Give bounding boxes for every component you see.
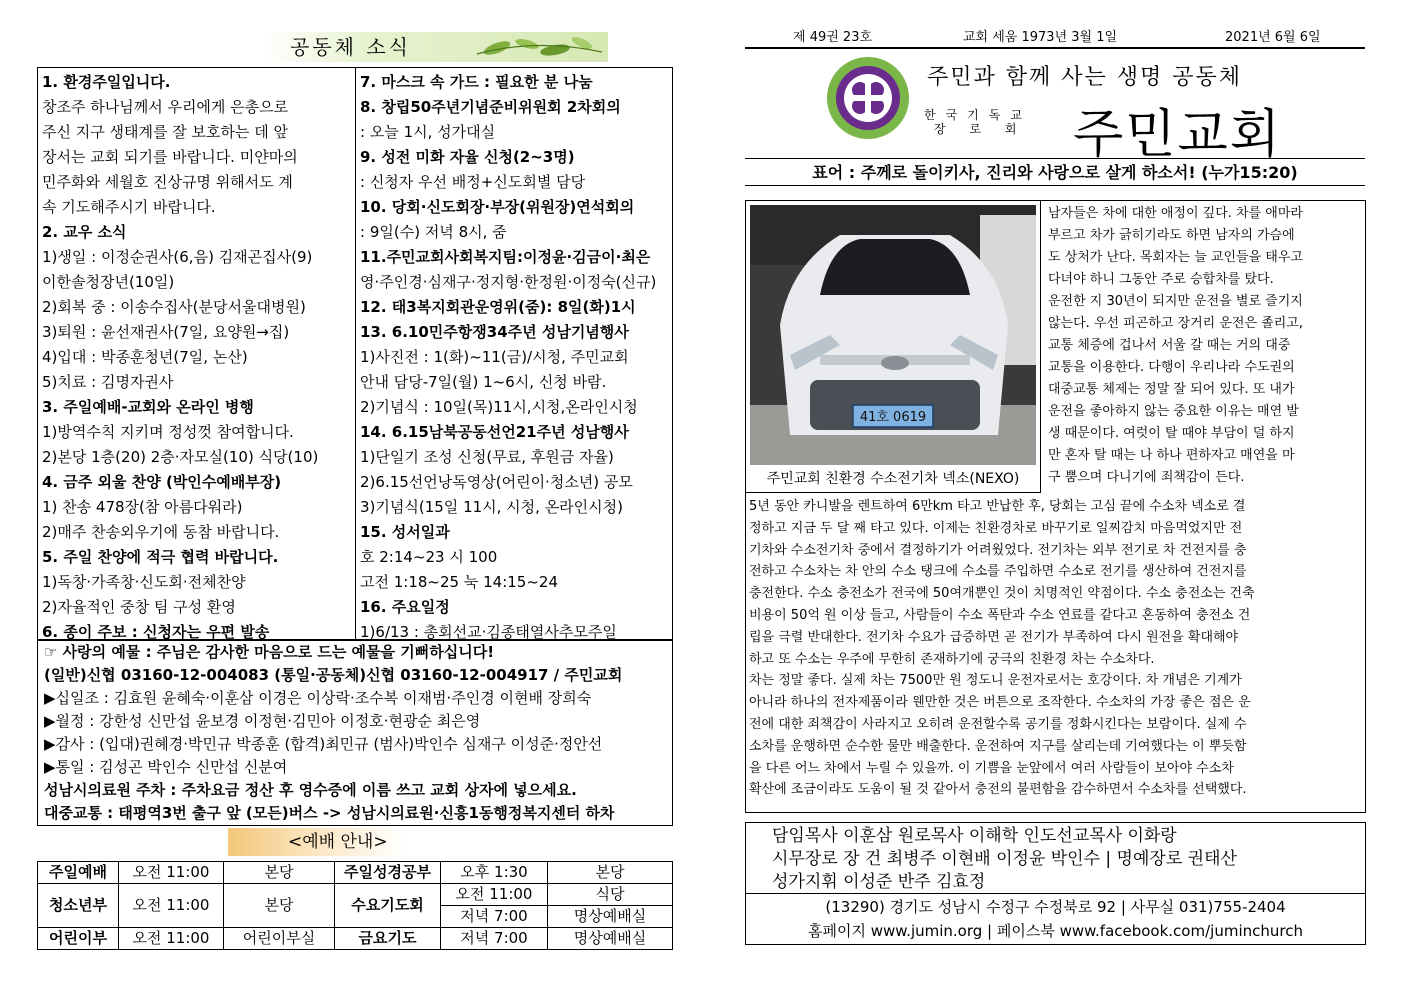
text-line: 운전을 좋아하지 않는 중요한 이유는 매연 발 <box>1048 404 1299 419</box>
text-line: 7. 마스크 속 가드 : 필요한 분 나눔 <box>360 73 593 91</box>
table-cell: 오전 11:00 <box>119 928 224 950</box>
table-cell: 오전 11:00 <box>119 884 224 928</box>
license-plate: 41호 0619 <box>859 410 927 425</box>
text-line: 10. 당회·신도회장·부장(위원장)연석회의 <box>360 198 635 216</box>
text-line: 1)6/13 : 총회선교·김종태열사추모주일 <box>360 623 617 641</box>
text-line: 담임목사 이훈삼 원로목사 이해학 인도선교목사 이화랑 <box>772 826 1177 846</box>
text-line: 2)자율적인 중창 팀 구성 환영 <box>42 598 236 616</box>
text-line: 기차와 수소전기차 중에서 결정하기가 어려웠었다. 전기차는 외부 전기로 차 건전지를 충 <box>749 542 1247 558</box>
table-cell: 본당 <box>224 884 335 928</box>
leaf-decoration-icon <box>467 34 607 60</box>
text-line: ▶통일 : 김성곤 박인수 신만섭 신분여 <box>44 758 288 776</box>
text-line: 비용이 50억 원 이상 들고, 사람들이 수소 폭탄과 수소 연료를 같다고 혼동하여 충전소 건 <box>749 607 1251 623</box>
article-side-text <box>1048 203 1362 489</box>
text-line: 을 다른 어느 차에서 누릴 수 있을까. 이 기쁨을 눈앞에서 여러 사람들이 보아야 수소차 <box>749 760 1234 776</box>
table-cell: 금요기도 <box>335 928 441 950</box>
text-line: 11.주민교회사회복지팀:이정윤·김금이·최은 <box>360 248 651 266</box>
table-cell: 수요기도회 <box>335 884 441 928</box>
text-line: 15. 성서일과 <box>360 523 450 541</box>
denomination <box>924 108 1032 136</box>
text-line: 다녀야 하니 그동안 주로 승합차를 탔다. <box>1048 272 1274 287</box>
offering-box <box>37 640 673 826</box>
text-line: 1)방역수칙 지키며 정성껏 참여합니다. <box>42 423 294 441</box>
text-line: 아니라 하나의 전자제품이라 웬만한 것은 버튼으로 조작한다. 수소차의 가장 좋은 점은 운 <box>749 695 1251 711</box>
text-line: 만 혼자 탈 때는 나 하나 편하자고 매연을 마 <box>1048 448 1295 463</box>
text-line: 8. 창립50주년기념준비위원회 2차회의 <box>360 98 621 116</box>
text-line: 주신 지구 생태계를 잘 보호하는 데 앞 <box>42 123 288 141</box>
text-line: 대중교통 체제는 정말 잘 되어 있다. 또 내가 <box>1048 382 1295 397</box>
table-row <box>38 884 673 906</box>
table-cell: 주일예배 <box>38 862 119 884</box>
photo-frame <box>746 201 1041 493</box>
text-line: 전하고 수소차는 차 안의 수소 탱크에 수소를 주입하면 수소로 전기를 생산하여 건전지를 <box>749 564 1247 580</box>
table-cell: 저녁 7:00 <box>441 928 548 950</box>
church-web: 홈페이지 www.jumin.org | 페이스북 www.facebook.com/juminchurch <box>808 922 1303 940</box>
text-line: 성남시의료원 주차 : 주차요금 정산 후 영수증에 이름 쓰고 교회 상자에 넣으세요. <box>44 781 577 799</box>
text-line: ▶월정 : 강한성 신만섭 윤보경 이정현·김민아 이정호·현광순 최은영 <box>44 712 481 730</box>
text-line: 1)독창·가족창·신도회·전체찬양 <box>42 573 246 591</box>
text-line: 부르고 차가 긁히기라도 하면 남자의 가슴에 <box>1048 228 1295 243</box>
text-line: 창조주 하나님께서 우리에게 은총으로 <box>42 98 289 116</box>
photo-caption: 주민교회 친환경 수소전기차 넥소(NEXO) <box>766 471 1020 487</box>
table-row <box>38 862 673 884</box>
article-bottom-text <box>749 496 1363 801</box>
staff-box <box>745 822 1366 945</box>
text-line: 6. 종이 주보 : 신청자는 우편 발송 <box>42 623 270 641</box>
section-title <box>262 32 608 62</box>
text-line: 2)회복 중 : 이송수집사(분당서울대병원) <box>42 298 306 316</box>
table-cell: 어린이부 <box>38 928 119 950</box>
table-cell: 오전 11:00 <box>441 884 548 906</box>
table-cell: 오후 1:30 <box>441 862 548 884</box>
text-line: 3)기념식(15일 11시, 시청, 온라인시청) <box>360 498 623 516</box>
table-cell: 청소년부 <box>38 884 119 928</box>
text-line: 5)치료 : 김명자권사 <box>42 373 174 391</box>
text-line: 1. 환경주일입니다. <box>42 73 171 91</box>
text-line: ☞ 사랑의 예물 : 주님은 감사한 마음으로 드는 예물을 기뻐하십니다! <box>44 643 495 661</box>
text-line: 않는다. 우선 피곤하고 장거리 운전은 졸리고, <box>1048 316 1303 331</box>
church-address: (13290) 경기도 성남시 수정구 수정북로 92 | 사무실 031)755-2404 <box>825 898 1286 916</box>
text-line: 전에 대한 죄책감이 사라지고 오히려 운전할수록 공기를 정화시킨다는 보람이다. 실제 수 <box>749 716 1247 732</box>
table-cell: 명상예배실 <box>548 906 673 928</box>
text-line: 하고 또 수소는 우주에 무한히 존재하기에 궁극의 친환경 차는 수소차다. <box>749 651 1155 667</box>
text-line: 성가지휘 이성준 반주 김효정 <box>772 872 986 892</box>
table-cell: 식당 <box>548 884 673 906</box>
text-line: 2)매주 찬송외우기에 동참 바랍니다. <box>42 523 280 541</box>
text-line: 13. 6.10민주항쟁34주년 성남기념행사 <box>360 323 629 341</box>
text-line: 1)단일기 조성 신청(무료, 후원금 자율) <box>360 448 614 466</box>
text-line: : 신청자 우선 배정+신도회별 담당 <box>360 173 586 191</box>
text-line: 1) 찬송 478장(참 아름다워라) <box>42 498 243 516</box>
text-line: 구 뿜으며 다니기에 죄책감이 든다. <box>1048 470 1245 485</box>
news-column-left <box>42 70 352 645</box>
text-line: ▶십일조 : 김효원 윤혜숙·이훈삼 이경은 이상락·조수복 이재범·주인경 이현배 장희숙 <box>44 689 592 707</box>
address-rule <box>746 893 1365 894</box>
text-line: 생 때문이다. 여럿이 탈 때야 부담이 덜 하지 <box>1048 426 1295 441</box>
text-line: 확산에 조금이라도 도움이 될 것 같아서 충전의 불편함을 감수하면서 수소차를 선택했다. <box>749 782 1247 798</box>
text-line: 민주화와 세월호 진상규명 위해서도 계 <box>42 173 293 191</box>
text-line: 남자들은 차에 대한 애정이 깊다. 차를 애마라 <box>1048 206 1303 221</box>
table-cell: 본당 <box>548 862 673 884</box>
text-line: 소차를 운행하면 순수한 물만 배출한다. 운전하여 지구를 살리는데 기여했다는 이 뿌듯함 <box>749 738 1247 754</box>
text-line: 5. 주일 찬양에 적극 협력 바랍니다. <box>42 548 279 566</box>
text-line: 립을 극렬 반대한다. 전기차 수요가 급증하면 곧 전기가 부족하여 다시 원전을 확대해야 <box>749 629 1239 645</box>
table-cell: 저녁 7:00 <box>441 906 548 928</box>
text-line: 교통을 이용한다. 다행이 우리나라 수도권의 <box>1048 360 1295 375</box>
text-line: 영·주인경·심재구·정지형·한정원·이정숙(신규) <box>360 273 657 291</box>
text-line: 9. 성전 미화 자율 신청(2~3명) <box>360 148 575 166</box>
text-line: 2)기념식 : 10일(목)11시,시청,온라인시청 <box>360 398 638 416</box>
table-cell: 명상예배실 <box>548 928 673 950</box>
text-line: 도 상처가 난다. 목회자는 늘 교인들을 태우고 <box>1048 250 1303 265</box>
text-line: 고전 1:18~25 눅 14:15~24 <box>360 573 558 591</box>
table-cell: 오전 11:00 <box>119 862 224 884</box>
issue-date: 2021년 6월 6일 <box>1225 30 1321 45</box>
worship-guide-title-text: <예배 안내> <box>288 832 388 852</box>
section-title-text: 공동체 소식 <box>290 35 411 59</box>
news-column-right <box>360 70 670 645</box>
motto: 표어 : 주께로 돌이키사, 진리와 사랑으로 살게 하소서! (누가15:20) <box>745 158 1365 186</box>
founding-date: 교회 세움 1973년 3월 1일 <box>963 30 1118 45</box>
text-line: (일반)신협 03160-12-004083 (통일·공동체)신협 03160-12-004917 / 주민교회 <box>44 666 623 684</box>
text-line: 3)퇴원 : 윤선재권사(7일, 요양원→집) <box>42 323 290 341</box>
table-cell: 어린이부실 <box>224 928 335 950</box>
church-logo-icon <box>826 56 910 140</box>
text-line: 2)본당 1층(20) 2층·자모실(10) 식당(10) <box>42 448 319 466</box>
text-line: 정하고 지금 두 달 째 타고 있다. 이제는 친환경차로 바꾸기로 일찌감치 마음먹었지만 전 <box>749 520 1243 536</box>
denomination-top: 한국기독교 <box>924 108 1032 122</box>
text-line: 안내 담당-7일(월) 1~6시, 신청 바람. <box>360 373 607 391</box>
denomination-bottom: 장 로 회 <box>934 122 1027 136</box>
text-line: 호 2:14~23 시 100 <box>360 548 498 566</box>
text-line: 속 기도해주시기 바랍니다. <box>42 198 216 216</box>
text-line: 운전한 지 30년이 되지만 운전을 별로 즐기지 <box>1048 294 1303 309</box>
text-line: : 9일(수) 저녁 8시, 줌 <box>360 223 507 241</box>
text-line: 16. 주요일정 <box>360 598 450 616</box>
staff-list <box>772 825 1237 894</box>
volume-number: 제 49권 23호 <box>793 30 873 45</box>
table-row <box>38 928 673 950</box>
text-line: : 오늘 1시, 성가대실 <box>360 123 496 141</box>
worship-guide-title <box>228 828 448 856</box>
text-line: 대중교통 : 태평역3번 출구 앞 (모든)버스 -> 성남시의료원·신흥1동행정복지센터 하차 <box>44 804 615 822</box>
text-line: 14. 6.15남북공동선언21주년 성남행사 <box>360 423 629 441</box>
text-line: 5년 동안 카니발을 렌트하여 6만km 타고 반납한 후, 당회는 고심 끝에 수소차 넥소로 결 <box>749 499 1246 514</box>
text-line: 1)사진전 : 1(화)~11(금)/시청, 주민교회 <box>360 348 629 366</box>
text-line: 2)6.15선언낭독영상(어린이·청소년) 공모 <box>360 473 633 491</box>
bulletin-header <box>745 26 1365 48</box>
text-line: 3. 주일예배-교회와 온라인 병행 <box>42 398 254 416</box>
car-photo <box>750 205 1036 465</box>
church-tagline: 주민과 함께 사는 생명 공동체 <box>927 65 1242 90</box>
text-line: 4)입대 : 박종훈청년(7일, 논산) <box>42 348 248 366</box>
worship-schedule-table <box>37 861 673 950</box>
text-line: 교통 체증에 겁나서 서울 갈 때는 거의 대중 <box>1048 338 1291 353</box>
table-cell: 주일성경공부 <box>335 862 441 884</box>
table-cell: 본당 <box>224 862 335 884</box>
text-line: 시무장로 장 건 최병주 이현배 이정윤 박인수 | 명예장로 권태산 <box>772 849 1237 869</box>
text-line: 1)생일 : 이정순권사(6,음) 김재곤집사(9) <box>42 248 313 266</box>
column-divider <box>355 67 356 640</box>
text-line: 2. 교우 소식 <box>42 223 127 241</box>
church-name: 주민교회 <box>1073 105 1282 165</box>
text-line: 이한솔청장년(10일) <box>42 273 175 291</box>
text-line: 장서는 교회 되기를 바랍니다. 미얀마의 <box>42 148 298 166</box>
text-line: 4. 금주 외울 찬양 (박인수예배부장) <box>42 473 282 491</box>
text-line: 12. 태3복지회관운영위(줌): 8일(화)1시 <box>360 298 636 316</box>
text-line: ▶감사 : (입대)권혜경·박민규 박종훈 (합격)최민규 (범사)박인수 심재구 이성준·정안선 <box>44 735 603 753</box>
text-line: 충전한다. 수소 충전소가 전국에 50여개뿐인 것이 치명적인 약점이다. 수소 충전소는 건축 <box>749 586 1255 602</box>
text-line: 차는 정말 좋다. 실제 차는 7500만 원 정도니 운전자로서는 호강이다. 차 개념은 기계가 <box>749 673 1242 689</box>
header-rule <box>745 47 1365 49</box>
